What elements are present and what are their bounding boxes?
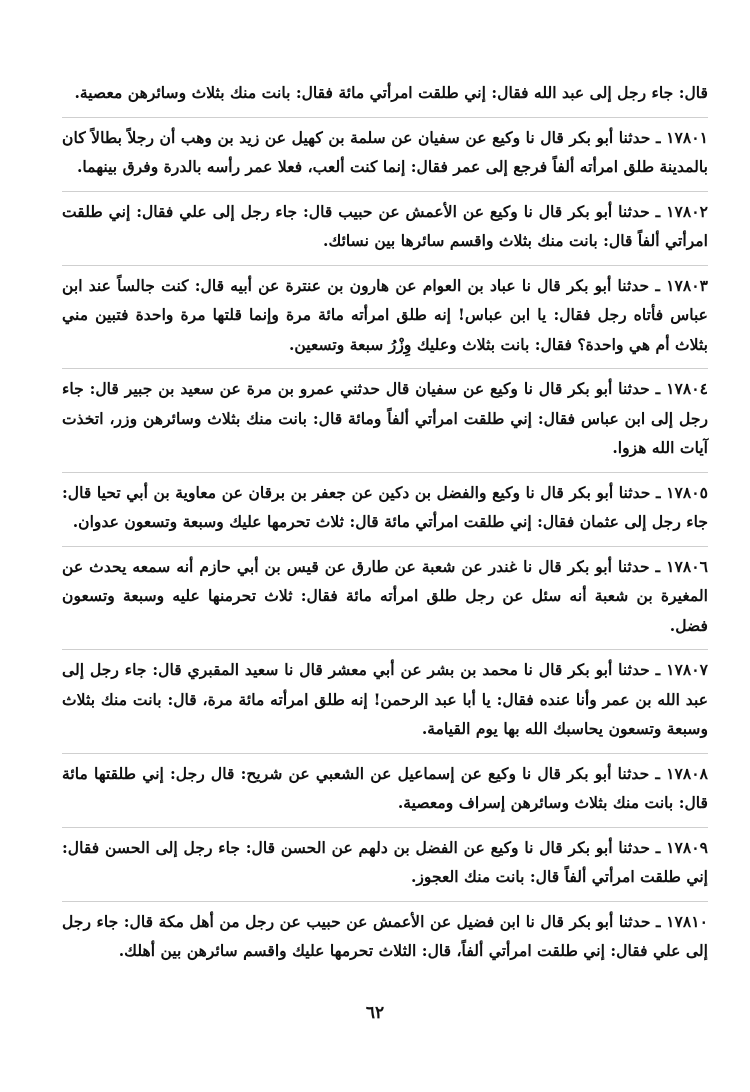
paragraph-17807: ١٧٨٠٧ ـ حدثنا أبو بكر قال نا محمد بن بشر عن أبي معشر قال نا سعيد المقبري قال: جاء رجل إلى عبد الله بن عمر وأنا عنده فقال: يا أبا عبد الرحمن! إنه طلق امرأته مائة مرة، قال: بانت منك بثلاث وسبعة وتسعون يحاسبك الله بها يوم القيامة.: [62, 649, 708, 744]
paragraph-17806: ١٧٨٠٦ ـ حدثنا أبو بكر قال نا غندر عن شعبة عن طارق عن قيس بن أبي حازم أنه سمعه يحدث عن المغيرة بن شعبة أنه سئل عن رجل طلق امرأته مائة فقال: ثلاث تحرمنها عليه وسبعة وتسعون فضل.: [62, 546, 708, 641]
paragraph-17803: ١٧٨٠٣ ـ حدثنا أبو بكر قال نا عباد بن العوام عن هارون بن عنترة عن أبيه قال: كنت جالساً عند ابن عباس فأتاه رجل فقال: يا ابن عباس! إنه طلق امرأته مائة مرة وإنما قلتها مرة واحدة فتبين مني بثلاث أم هي واحدة؟ فقال: بانت بثلاث وعليك وِزْرُ سبعة وتسعين.: [62, 265, 708, 360]
page-number: ٦٢: [365, 1003, 385, 1023]
paragraph-17805: ١٧٨٠٥ ـ حدثنا أبو بكر قال نا وكيع والفضل بن دكين عن جعفر بن برقان عن معاوية بن أبي تحيا قال: جاء رجل إلى عثمان فقال: إني طلقت امرأتي مائة قال: ثلاث تحرمها عليك وسبعة وتسعون عدوان.: [62, 472, 708, 537]
paragraph-intro: قال: جاء رجل إلى عبد الله فقال: إني طلقت امرأتي مائة فقال: بانت منك بثلاث وسائرهن معصية.: [74, 83, 708, 102]
paragraph-17808: ١٧٨٠٨ ـ حدثنا أبو بكر قال نا وكيع عن إسماعيل عن الشعبي عن شريح: قال رجل: إني طلقتها مائة قال: بانت منك بثلاث وسائرهن إسراف ومعصية.: [62, 753, 708, 818]
paragraph-17801: ١٧٨٠١ ـ حدثنا أبو بكر قال نا وكيع عن سفيان عن سلمة بن كهيل عن زيد بن وهب أن رجلاً بطالاً كان بالمدينة طلق امرأته ألفاً فرجع إلى عمر فقال: إنما كنت ألعب، فعلا عمر رأسه بالدرة وفرق بينهما.: [62, 117, 708, 182]
paragraph-17809: ١٧٨٠٩ ـ حدثنا أبو بكر قال نا وكيع عن الفضل بن دلهم عن الحسن قال: جاء رجل إلى الحسن فقال: إني طلقت امرأتي ألفاً قال: بانت منك العجوز.: [62, 827, 708, 892]
page-body: [62, 78, 708, 975]
paragraph-17810: ١٧٨١٠ ـ حدثنا أبو بكر قال نا ابن فضيل عن الأعمش عن حبيب عن رجل من أهل مكة قال: جاء رجل إلى علي فقال: إني طلقت امرأتي ألفاً، قال: الثلاث تحرمها عليك واقسم سائرهن بين أهلك.: [62, 901, 708, 966]
paragraph-17804: ١٧٨٠٤ ـ حدثنا أبو بكر قال نا وكيع عن سفيان قال حدثني عمرو بن مرة عن سعيد بن جبير قال: جاء رجل إلى ابن عباس فقال: إني طلقت امرأتي ألفاً ومائة قال: بانت منك بثلاث وسائرهن وزر، اتخذت آيات الله هزوا.: [62, 368, 708, 463]
paragraph-17802: ١٧٨٠٢ ـ حدثنا أبو بكر قال نا وكيع عن الأعمش عن حبيب قال: جاء رجل إلى علي فقال: إني طلقت امرأتي ألفاً قال: بانت منك بثلاث واقسم سائرها بين نسائك.: [62, 191, 708, 256]
